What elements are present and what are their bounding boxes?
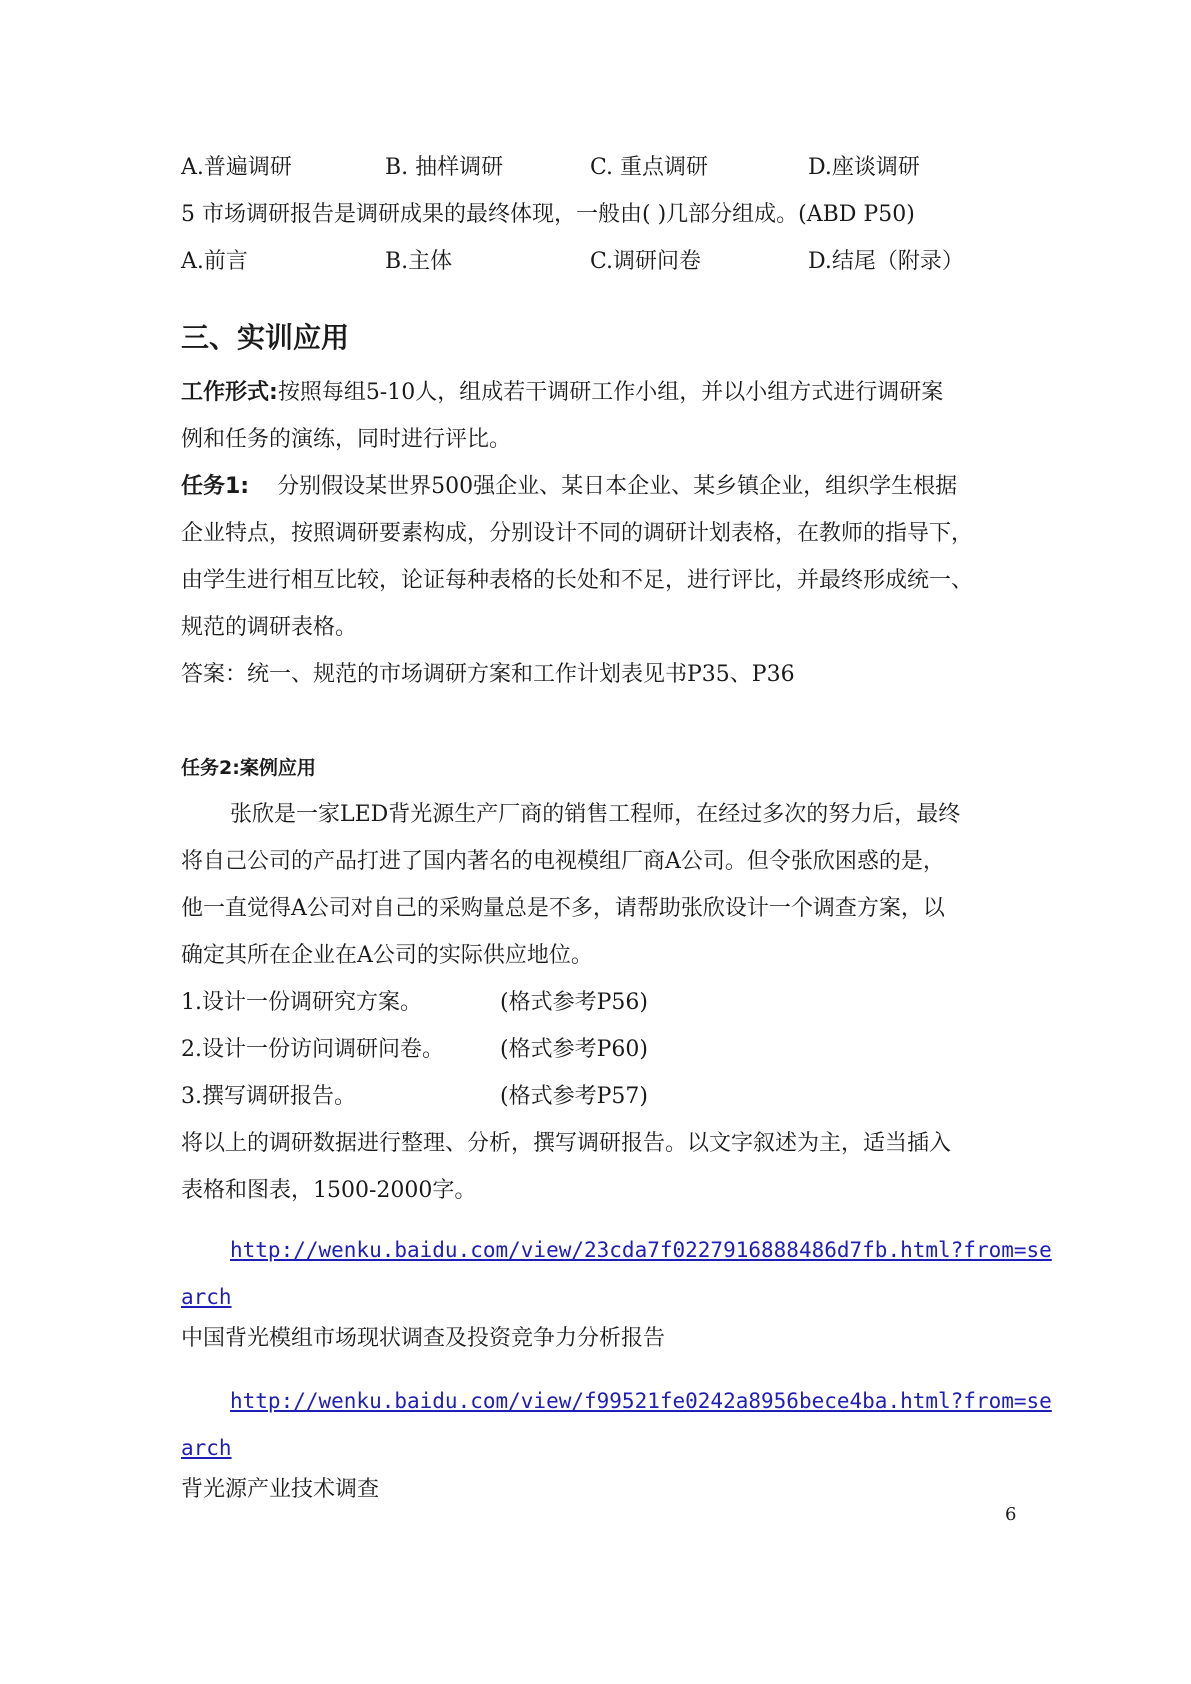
task2-summary-line-1: 将以上的调研数据进行整理、分析，撰写调研报告。以文字叙述为主，适当插入 xyxy=(181,1131,952,1156)
task2-item-2-ref: (格式参考P60) xyxy=(500,1037,648,1062)
reference-link-1[interactable]: http://wenku.baidu.com/view/23cda7f0227916888486d7fb.html?from=se xyxy=(230,1238,1052,1262)
q4-option-d: D.座谈调研 xyxy=(808,155,920,180)
work-form-line-1 xyxy=(181,378,943,408)
task2-summary-line-2: 表格和图表，1500-2000字。 xyxy=(181,1178,477,1203)
task2-item-2-text: 2.设计一份访问调研问卷。 xyxy=(181,1037,444,1062)
task1-line-2: 企业特点，按照调研要素构成，分别设计不同的调研计划表格，在教师的指导下， xyxy=(181,521,974,546)
q4-option-c: C. 重点调研 xyxy=(590,155,709,180)
task2-item-2 xyxy=(181,1035,444,1065)
reference-link-1-cont[interactable]: arch xyxy=(181,1285,232,1309)
q5-option-d: D.结尾（附录） xyxy=(808,249,964,274)
task2-item-1-text: 1.设计一份调研究方案。 xyxy=(181,990,422,1015)
task2-heading: 任务2:案例应用 xyxy=(181,757,316,779)
task1-line-4: 规范的调研表格。 xyxy=(181,615,358,640)
task2-item-3-ref: (格式参考P57) xyxy=(500,1084,648,1109)
task2-item-3-text: 3.撰写调研报告。 xyxy=(181,1084,356,1109)
task1-answer: 答案：统一、规范的市场调研方案和工作计划表见书P35、P36 xyxy=(181,662,795,687)
q5-option-b: B.主体 xyxy=(385,249,453,274)
task2-para-line-1: 张欣是一家LED背光源生产厂商的销售工程师，在经过多次的努力后，最终 xyxy=(230,802,961,827)
q4-option-b: B. 抽样调研 xyxy=(385,155,504,180)
task2-item-1 xyxy=(181,988,422,1018)
task2-para-line-3: 他一直觉得A公司对自己的采购量总是不多，请帮助张欣设计一个调查方案，以 xyxy=(181,896,945,921)
q5-option-a: A.前言 xyxy=(181,249,248,274)
q4-option-a: A.普遍调研 xyxy=(181,155,292,180)
task2-item-1-ref: (格式参考P56) xyxy=(500,990,648,1015)
task1-text-1: 分别假设某世界500强企业、某日本企业、某乡镇企业，组织学生根据 xyxy=(277,474,958,499)
task2-para-line-4: 确定其所在企业在A公司的实际供应地位。 xyxy=(181,943,593,968)
reference-link-2[interactable]: http://wenku.baidu.com/view/f99521fe0242a8956bece4ba.html?from=se xyxy=(230,1389,1052,1413)
task1-line-1 xyxy=(181,472,957,502)
work-form-text-1: 按照每组5-10人，组成若干调研工作小组，并以小组方式进行调研案 xyxy=(277,380,944,405)
work-form-label: 工作形式: xyxy=(181,380,278,405)
task2-para-line-2: 将自己公司的产品打进了国内著名的电视模组厂商A公司。但令张欣困惑的是， xyxy=(181,849,945,874)
section-heading: 三、实训应用 xyxy=(181,321,350,354)
task1-label: 任务1: xyxy=(181,474,250,499)
q5-stem: 5 市场调研报告是调研成果的最终体现，一般由( )几部分组成。(ABD P50) xyxy=(181,202,915,227)
reference-link-2-title: 背光源产业技术调查 xyxy=(181,1477,380,1502)
reference-link-2-cont[interactable]: arch xyxy=(181,1436,232,1460)
task1-line-3: 由学生进行相互比较，论证每种表格的长处和不足，进行评比，并最终形成统一、 xyxy=(181,568,974,593)
q5-option-c: C.调研问卷 xyxy=(590,249,702,274)
task2-item-3 xyxy=(181,1082,356,1112)
page-number: 6 xyxy=(1005,1504,1017,1525)
work-form-line-2: 例和任务的演练，同时进行评比。 xyxy=(181,427,512,452)
reference-link-1-title: 中国背光模组市场现状调查及投资竞争力分析报告 xyxy=(181,1326,666,1351)
